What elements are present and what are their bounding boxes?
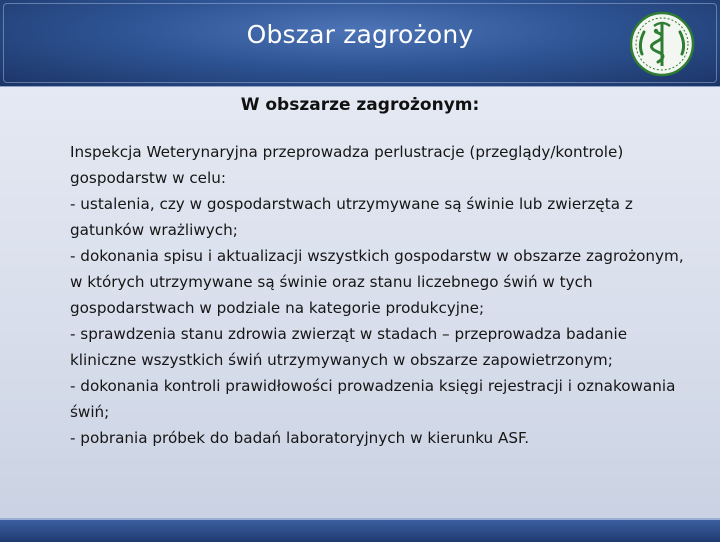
body-text (70, 139, 685, 451)
list-item: - dokonania kontroli prawidłowości prowadzenia księgi rejestracji i oznakowania świń; (70, 377, 676, 421)
list-item: - sprawdzenia stanu zdrowia zwierząt w stadach – przeprowadza badanie kliniczne wszystkich świń utrzymywanych w obszarze zapowietrzonym; (70, 325, 628, 369)
veterinary-caduceus-logo-icon (628, 10, 696, 78)
list-item: - dokonania spisu i aktualizacji wszystkich gospodarstw w obszarze zagrożonym, w których utrzymywane są świnie oraz stanu liczebnego świń w tych gospodarstwach w podziale na kategorie produkcyjne; (70, 247, 684, 317)
intro-paragraph: Inspekcja Weterynaryjna przeprowadza perlustracje (przeglądy/kontrole) gospodarstw w celu: (70, 143, 624, 187)
slide-title: Obszar zagrożony (246, 20, 474, 49)
slide-header (0, 0, 720, 87)
slide-footer-bar (0, 518, 720, 542)
list-item: - pobrania próbek do badań laboratoryjnych w kierunku ASF. (70, 429, 530, 447)
content-subheading: W obszarze zagrożonym: (240, 95, 480, 115)
list-item: - ustalenia, czy w gospodarstwach utrzymywane są świnie lub zwierzęta z gatunków wrażliwych; (70, 195, 633, 239)
